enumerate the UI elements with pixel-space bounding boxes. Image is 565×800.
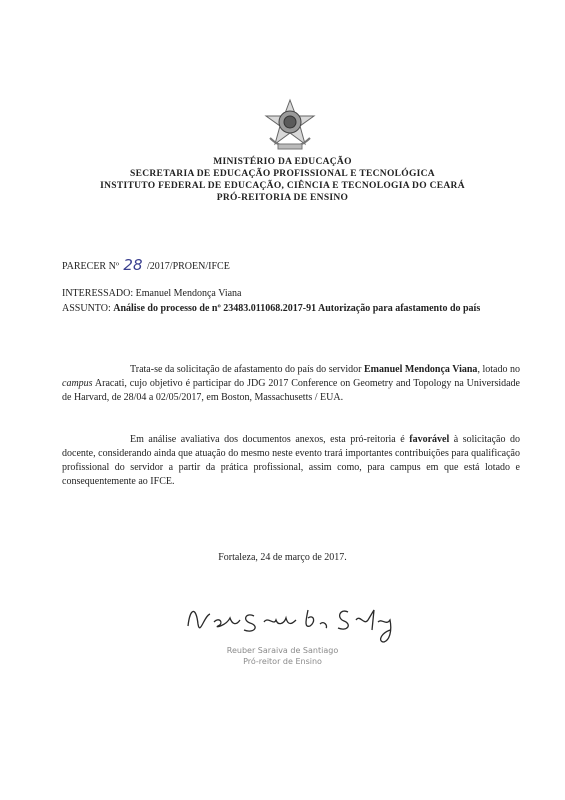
signatory-role: Pró-reitor de Ensino — [243, 657, 322, 666]
interessado-line — [62, 288, 241, 299]
paragraph-request — [62, 363, 520, 405]
p1-text-3: Aracati, cujo objetivo é participar do JDG 2017 Conference on Geometry and Topology na Universidade de Harvard, de 28/04 a 02/05/2017, em Boston, Massachusetts / EUA. — [62, 378, 520, 403]
paragraph-analysis — [62, 433, 520, 489]
parecer-line — [62, 255, 230, 273]
header-pro-rectorate: PRÓ-REITORIA DE ENSINO — [216, 193, 349, 203]
parecer-prefix: PARECER Nº — [62, 261, 119, 272]
assunto-label: ASSUNTO: — [62, 303, 111, 314]
parecer-number-handwritten: 28 — [123, 256, 143, 274]
coat-of-arms-icon — [260, 98, 320, 152]
p1-text-2: , lotado no — [477, 364, 520, 375]
p1-campus: campus — [62, 378, 93, 389]
header-ministry: MINISTÉRIO DA EDUCAÇÃO — [213, 157, 352, 167]
interessado-label: INTERESSADO: — [62, 288, 134, 299]
handwritten-signature — [180, 596, 410, 646]
parecer-suffix: /2017/PROEN/IFCE — [147, 261, 230, 272]
header-secretariat: SECRETARIA DE EDUCAÇÃO PROFISSIONAL E TECNOLÓGICA — [130, 169, 435, 179]
p1-server-name: Emanuel Mendonça Viana — [364, 364, 478, 375]
p2-favoravel: favorável — [409, 434, 450, 445]
signatory-name: Reuber Saraiva de Santiago — [226, 646, 339, 655]
p1-text-1: Trata-se da solicitação de afastamento do país do servidor — [130, 364, 365, 375]
assunto-value: Análise do processo de nº 23483.011068.2017-91 Autorização para afastamento do país — [113, 303, 481, 314]
document-date: Fortaleza, 24 de março de 2017. — [218, 552, 347, 563]
p2-text-1: Em análise avaliativa dos documentos anexos, esta pró-reitoria é — [130, 434, 410, 445]
interessado-value: Emanuel Mendonça Viana — [135, 288, 242, 299]
header-institute: INSTITUTO FEDERAL DE EDUCAÇÃO, CIÊNCIA E TECNOLOGIA DO CEARÁ — [100, 181, 465, 191]
assunto-line — [62, 302, 520, 315]
p2-text-2: à solicitação do docente, considerando ainda que atuação do mesmo neste evento trará importantes contribuições para qualificação profissional do servidor a partir da prática profissional, assim como, para campus em que está lotado e consequentemente ao IFCE. — [62, 434, 520, 487]
